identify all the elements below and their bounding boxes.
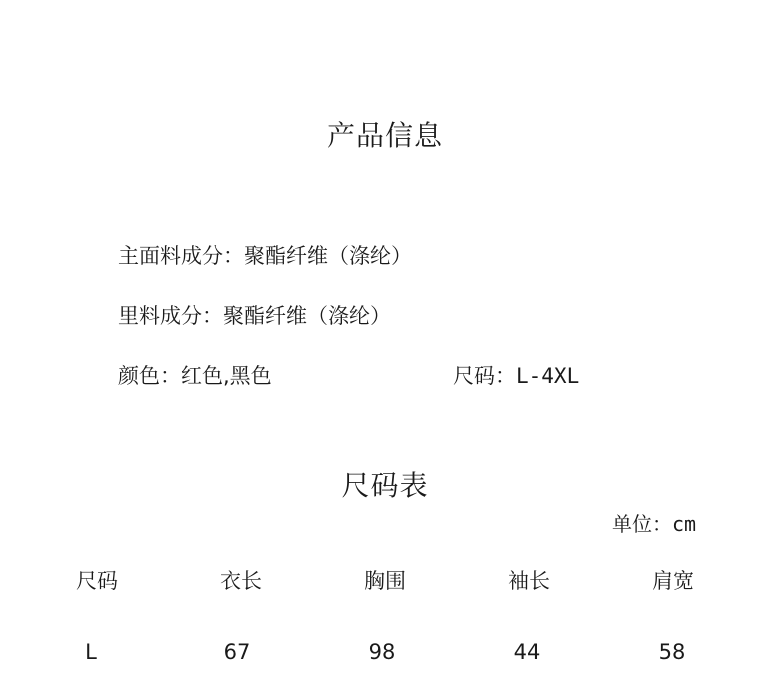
cell-sleeve: 44 bbox=[513, 640, 541, 664]
header-shoulder: 肩宽 bbox=[652, 569, 694, 593]
size-chart-title: 尺码表 bbox=[341, 469, 429, 502]
unit-label-text: 单位： bbox=[612, 512, 672, 536]
unit-value: cm bbox=[672, 512, 697, 536]
cell-length: 67 bbox=[223, 640, 251, 664]
lining-line: 里料成分：聚酯纤维（涤纶） bbox=[118, 304, 391, 328]
header-chest: 胸围 bbox=[364, 569, 406, 593]
main-fabric-line: 主面料成分：聚酯纤维（涤纶） bbox=[118, 244, 412, 268]
header-length: 衣长 bbox=[220, 569, 262, 593]
unit-label bbox=[612, 508, 696, 537]
size-range-label: 尺码： bbox=[453, 364, 516, 388]
header-size: 尺码 bbox=[76, 569, 118, 593]
product-info-title: 产品信息 bbox=[326, 119, 443, 152]
cell-chest: 98 bbox=[368, 640, 396, 664]
cell-size: L bbox=[85, 640, 97, 664]
color-line: 颜色：红色,黑色 bbox=[118, 364, 272, 388]
header-sleeve: 袖长 bbox=[508, 569, 550, 593]
cell-shoulder: 58 bbox=[658, 640, 686, 664]
size-range-value: L-4XL bbox=[516, 364, 580, 388]
size-range-line bbox=[453, 360, 579, 390]
